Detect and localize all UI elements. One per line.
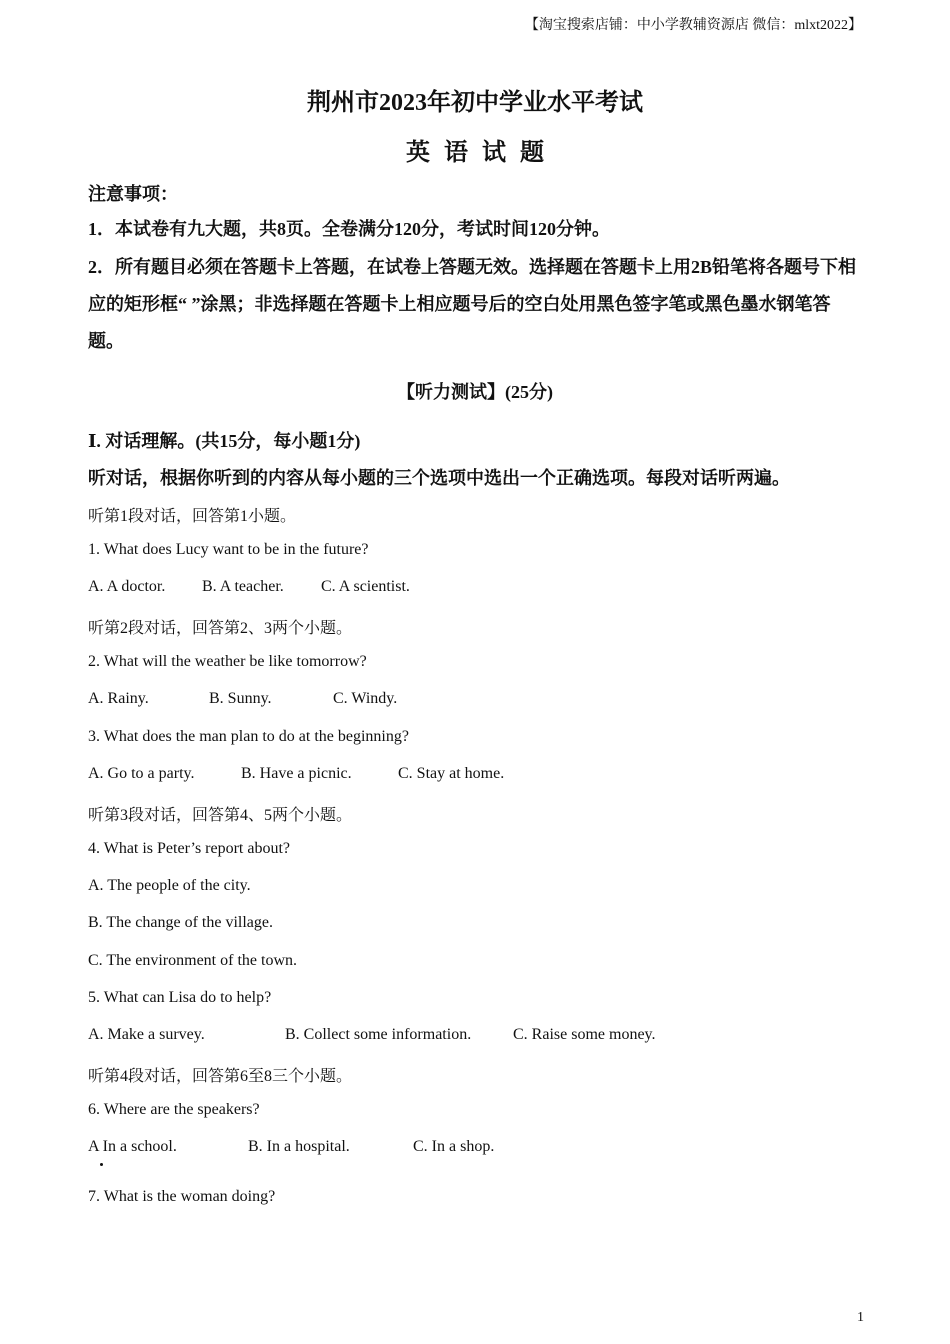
option-b: B. A teacher. [202, 578, 284, 595]
option-c: C. Raise some money. [513, 1026, 656, 1043]
option-a: A. Make a survey. [88, 1026, 205, 1043]
question-4-option-b: B. The change of the village. [88, 914, 273, 931]
page-number: 1 [857, 1310, 864, 1325]
part1-heading: Ⅰ. 对话理解。(共15分，每小题1分) [88, 431, 361, 451]
question-5: 5. What can Lisa do to help? [88, 989, 272, 1006]
header-note: 【淘宝搜索店铺：中小学教辅资源店 微信：mlxt2022】 [524, 18, 862, 33]
option-c: C. Stay at home. [398, 765, 505, 782]
question-1: 1. What does Lucy want to be in the future? [88, 541, 369, 558]
option-b: B. In a hospital. [248, 1138, 350, 1155]
question-5-options [88, 1026, 656, 1044]
option-c: C. A scientist. [321, 578, 410, 595]
option-c: C. In a shop. [413, 1138, 495, 1155]
option-a: A In a school. [88, 1138, 177, 1155]
dialogue-2-instruction: 听第2段对话，回答第2、3两个小题。 [88, 620, 353, 637]
option-a: A. A doctor. [88, 578, 166, 595]
option-b: B. Have a picnic. [241, 765, 352, 782]
question-6: 6. Where are the speakers? [88, 1101, 260, 1118]
exam-title: 荆州市2023年初中学业水平考试 [307, 90, 643, 116]
option-b: B. Collect some information. [285, 1026, 472, 1043]
question-4-option-a: A. The people of the city. [88, 877, 251, 894]
notice-item-1: 1．本试卷有九大题，共8页。全卷满分120分，考试时间120分钟。 [88, 219, 610, 239]
stray-dot [100, 1163, 103, 1166]
dialogue-3-instruction: 听第3段对话，回答第4、5两个小题。 [88, 807, 353, 824]
question-2-options [88, 690, 397, 708]
question-3: 3. What does the man plan to do at the beginning? [88, 728, 409, 745]
option-c: C. Windy. [333, 690, 398, 707]
question-2: 2. What will the weather be like tomorrow? [88, 653, 367, 670]
question-1-options [88, 578, 410, 596]
part1-instruction: 听对话，根据你听到的内容从每小题的三个选项中选出一个正确选项。每段对话听两遍。 [88, 468, 790, 488]
dialogue-4-instruction: 听第4段对话，回答第6至8三个小题。 [88, 1068, 353, 1085]
listening-section-title: 【听力测试】(25分) [397, 382, 553, 402]
dialogue-1-instruction: 听第1段对话，回答第1小题。 [88, 508, 297, 525]
question-6-options [88, 1138, 494, 1156]
question-4: 4. What is Peter’s report about? [88, 840, 291, 857]
notice-heading: 注意事项： [88, 184, 178, 204]
option-a: A. Rainy. [88, 690, 149, 707]
notice-item-2: 2．所有题目必须在答题卡上答题，在试卷上答题无效。选择题在答题卡上用2B铅笔将各题号下相应的矩形框“ ”涂黑；非选择题在答题卡上相应题号后的空白处用黑色签字笔或黑色墨水钢笔答题。 [88, 257, 857, 351]
question-7: 7. What is the woman doing? [88, 1188, 276, 1205]
option-a: A. Go to a party. [88, 765, 195, 782]
question-4-option-c: C. The environment of the town. [88, 952, 297, 969]
option-b: B. Sunny. [209, 690, 272, 707]
question-3-options [88, 765, 504, 783]
exam-subtitle: 英语试题 [406, 140, 558, 166]
